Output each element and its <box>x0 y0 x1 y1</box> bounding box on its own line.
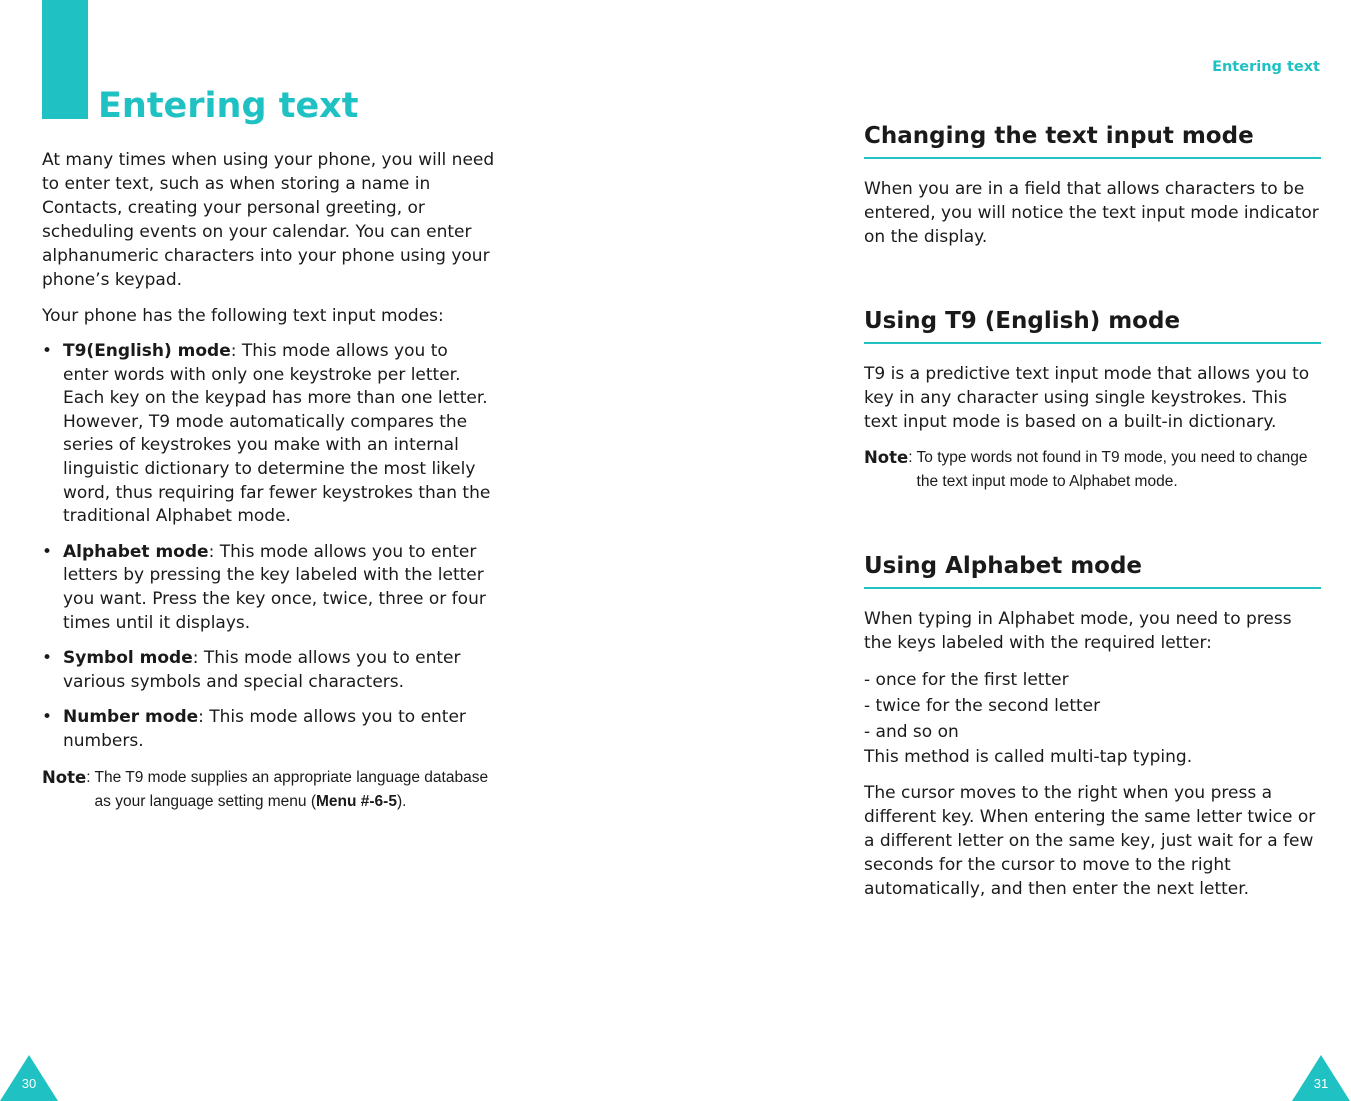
mode-term: Alphabet mode <box>63 541 209 562</box>
bullet-icon: • <box>42 341 53 361</box>
mode-term: T9(English) mode <box>63 341 231 361</box>
section-heading-t9: Using T9 (English) mode <box>864 305 1321 344</box>
bullet-icon: • <box>42 541 53 562</box>
left-column <box>42 148 497 814</box>
right-page <box>675 0 1351 1101</box>
section-heading-changing: Changing the text input mode <box>864 120 1321 159</box>
mode-item-t9 <box>42 340 497 529</box>
page-number: 31 <box>1313 1076 1329 1091</box>
mode-term: Symbol mode <box>63 648 193 669</box>
intro-paragraph: At many times when using your phone, you will need to enter text, such as when storing a name in Contacts, creating your personal greeting, or scheduling events on your calendar. You can enter alphanumeric characters into your phone using your phone’s keypad. <box>42 150 495 290</box>
left-note <box>42 766 497 814</box>
step-item: - and so on <box>864 722 959 742</box>
note-separator: : <box>86 768 91 786</box>
mode-list <box>42 340 497 754</box>
changing-body: When you are in a field that allows characters to be entered, you will notice the text input mode indicator on the display. <box>864 179 1319 247</box>
bullet-icon: • <box>42 707 53 728</box>
mode-description: : This mode allows you to enter numbers. <box>63 707 466 751</box>
note-text: The T9 mode supplies an appropriate language database as your language setting menu ( <box>94 768 489 810</box>
section-heading-alphabet: Using Alphabet mode <box>864 550 1321 589</box>
note-separator: : <box>908 449 913 466</box>
step-item: - once for the first letter <box>864 670 1069 690</box>
t9-note <box>864 446 1321 494</box>
modes-intro: Your phone has the following text input modes: <box>42 306 444 326</box>
running-head: Entering text <box>1212 59 1320 75</box>
mode-term: Number mode <box>63 707 199 728</box>
page-number: 30 <box>21 1076 37 1091</box>
chapter-accent-bar <box>42 0 88 119</box>
note-body <box>95 766 497 814</box>
mode-item-symbol <box>42 647 497 694</box>
bullet-icon: • <box>42 648 53 669</box>
note-text: To type words not found in T9 mode, you need to change the text input mode to Alphabet mode. <box>916 449 1308 490</box>
mode-description: : This mode allows you to enter various symbols and special characters. <box>63 648 461 692</box>
chapter-title: Entering text <box>98 86 359 126</box>
mode-item-alphabet <box>42 541 497 635</box>
cursor-paragraph: The cursor moves to the right when you press a different key. When entering the same letter twice or a different letter on the same key, just wait for a few seconds for the cursor to move to the right automatically, and then enter the next letter. <box>864 783 1316 899</box>
right-column <box>864 120 1321 901</box>
step-item: - twice for the second letter <box>864 696 1101 716</box>
alphabet-intro: When typing in Alphabet mode, you need to press the keys labeled with the required letter: <box>864 609 1292 653</box>
mode-description: : This mode allows you to enter letters by pressing the key labeled with the letter you want. Press the key once, twice, three or four times until it displays. <box>63 541 486 633</box>
note-label: Note <box>42 767 87 787</box>
note-text-end: ). <box>396 792 407 810</box>
multitap-line: This method is called multi-tap typing. <box>864 747 1193 767</box>
t9-body: T9 is a predictive text input mode that allows you to key in any character using single keystrokes. This text input mode is based on a built-in dictionary. <box>864 364 1310 432</box>
note-label: Note <box>864 448 909 467</box>
left-page <box>0 0 675 1101</box>
mode-description: : This mode allows you to enter words with only one keystroke per letter. Each key on the keypad has more than one letter. However, T9 mode automatically compares the series of keystrokes you make with an internal linguistic dictionary to determine the most likely word, thus requiring far fewer keystrokes than the traditional Alphabet mode. <box>63 341 491 527</box>
mode-item-number <box>42 706 497 753</box>
menu-reference: Menu #-6-5 <box>316 792 397 810</box>
